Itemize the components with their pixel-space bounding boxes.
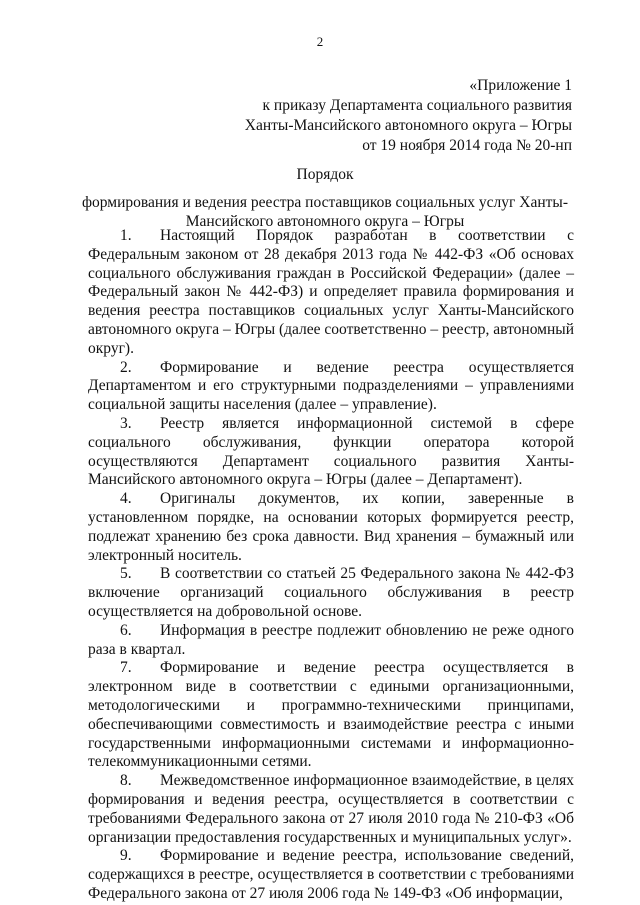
paragraph-number: 8. [120, 772, 132, 790]
paragraph-number: 9. [120, 847, 132, 865]
paragraph-text: Настоящий Порядок разработан в соответствии с Федеральным законом от 28 декабря 2013 года № 442-ФЗ «Об основах социального обслуживания граждан в Российской Федерации» (далее – Федеральный закон № 442-ФЗ) и определяет правила формирования и ведения реестра поставщиков социальных услуг Ханты-Мансийского автономного округа – Югры (далее соответственно – реестр, автономный округ). [88, 227, 574, 357]
paragraph-number: 5. [120, 565, 132, 583]
appendix-line-2: к приказу Департамента социального развития [262, 97, 572, 114]
appendix-line-4: от 19 ноября 2014 года № 20-нп [362, 137, 572, 154]
paragraph [88, 847, 574, 903]
paragraph-text: Информация в реестре подлежит обновлению не реже одного раза в квартал. [88, 621, 574, 658]
appendix-line-1: «Приложение 1 [469, 77, 572, 94]
paragraph-text: В соответствии со статьей 25 Федерального закона № 442-ФЗ включение организаций социального обслуживания в реестр осуществляется на добровольной основе. [88, 565, 574, 620]
paragraph-text: Оригиналы документов, их копии, заверенные в установленном порядке, на основании которых формируется реестр, подлежат хранению без срока давности. Вид хранения – бумажный или электронный носитель. [88, 490, 574, 564]
paragraph [88, 659, 574, 772]
paragraph [88, 227, 574, 359]
paragraph-text: Формирование и ведение реестра, использование сведений, содержащихся в реестре, осуществляется в соответствии с требованиями Федерального закона от 27 июля 2006 года № 149-ФЗ «Об информации, [88, 847, 574, 902]
paragraph [88, 359, 574, 415]
appendix-line-3: Ханты-Мансийского автономного округа – Югры [244, 117, 572, 134]
paragraph [88, 490, 574, 565]
paragraph-text: Формирование и ведение реестра осуществляется Департаментом и его структурными подразделениями – управлениями социальной защиты населения (далее – управление). [88, 358, 574, 414]
paragraph [88, 622, 574, 660]
document-title [60, 165, 590, 231]
title-line-2: формирования и ведения реестра поставщиков социальных услуг Ханты-Мансийского автономного округа – Югры [81, 194, 568, 230]
paragraph-text: Формирование и ведение реестра осуществляется в электронном виде в соответствии с едиными организационными, методологическими и программно-техническими принципами, обеспечивающими совместимость и взаимодействие реестра с иными государственными информационными системами и информационно-телекоммуникационными сетями. [88, 659, 574, 771]
paragraph-number: 1. [120, 227, 132, 244]
paragraph-text: Реестр является информационной системой в сфере социального обслуживания, функции оператора которой осуществляются Департамент социального развития Ханты-Мансийского автономного округа – Югры (далее – Департамент). [88, 414, 574, 489]
paragraph [88, 772, 574, 847]
paragraph [88, 565, 574, 621]
page-number: 2 [316, 34, 324, 49]
paragraph-number: 2. [120, 358, 132, 376]
paragraph-number: 3. [120, 414, 132, 432]
paragraph-text: Межведомственное информационное взаимодействие, в целях формирования и ведения реестра, осуществляется в соответствии с требованиями Федерального закона от 27 июля 2010 года № 210-ФЗ «Об организации предоставления государственных и муниципальных услуг». [88, 772, 574, 846]
paragraph-number: 4. [120, 490, 132, 508]
paragraph-number: 7. [120, 659, 132, 677]
paragraph [88, 415, 574, 490]
paragraph-number: 6. [120, 621, 132, 639]
document-body [88, 227, 574, 904]
appendix-header [245, 76, 572, 156]
title-line-1: Порядок [296, 166, 354, 183]
